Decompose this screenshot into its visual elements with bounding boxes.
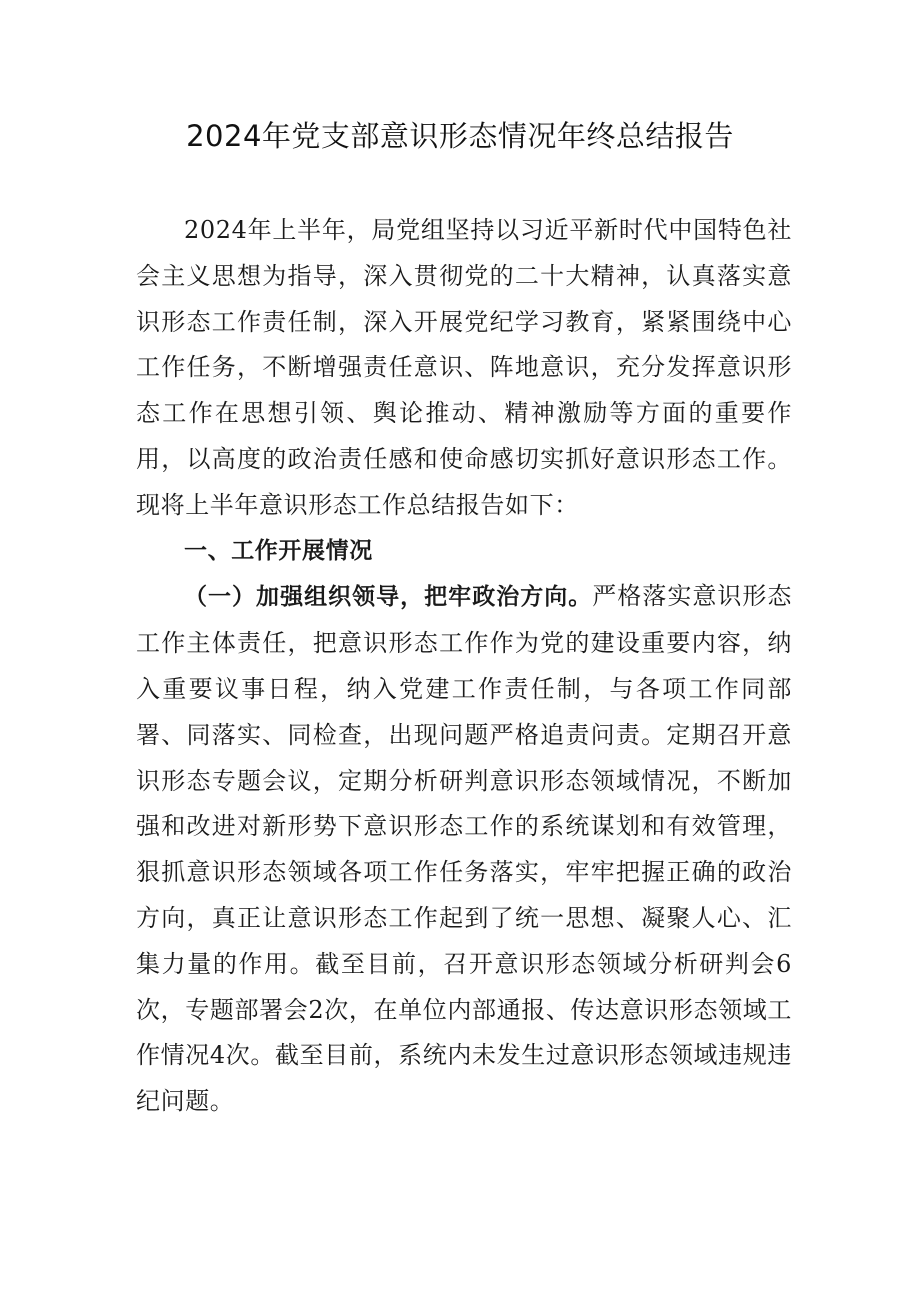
subsection-body: 严格落实意识形态工作主体责任，把意识形态工作作为党的建设重要内容，纳入重要议事日程，纳入党建工作责任制，与各项工作同部署、同落实、同检查，出现问题严格追责问责。定期召开意识形态专题会议，定期分析研判意识形态领域情况，不断加强和改进对新形势下意识形态工作的系统谋划和有效管理，狠抓意识形态领域各项工作任务落实，牢牢把握正确的政治方向，真正让意识形态工作起到了统一思想、凝聚人心、汇集力量的作用。截至目前，召开意识形态领域分析研判会6次，专题部署会2次，在单位内部通报、传达意识形态领域工作情况4次。截至目前，系统内未发生过意识形态领域违规违纪问题。: [136, 582, 792, 1116]
subsection-paragraph: [136, 574, 792, 1125]
subsection-heading: （一）加强组织领导，把牢政治方向。: [184, 584, 593, 611]
intro-paragraph: 2024年上半年，局党组坚持以习近平新时代中国特色社会主义思想为指导，深入贯彻党的二十大精神，认真落实意识形态工作责任制，深入开展党纪学习教育，紧紧围绕中心工作任务，不断增强责任意识、阵地意识，充分发挥意识形态工作在思想引领、舆论推动、精神激励等方面的重要作用，以高度的政治责任感和使命感切实抓好意识形态工作。现将上半年意识形态工作总结报告如下：: [136, 216, 792, 519]
section-heading: 一、工作开展情况: [184, 537, 373, 564]
document-title: 2024年党支部意识形态情况年终总结报告: [186, 119, 734, 153]
document-body: [136, 208, 792, 1125]
